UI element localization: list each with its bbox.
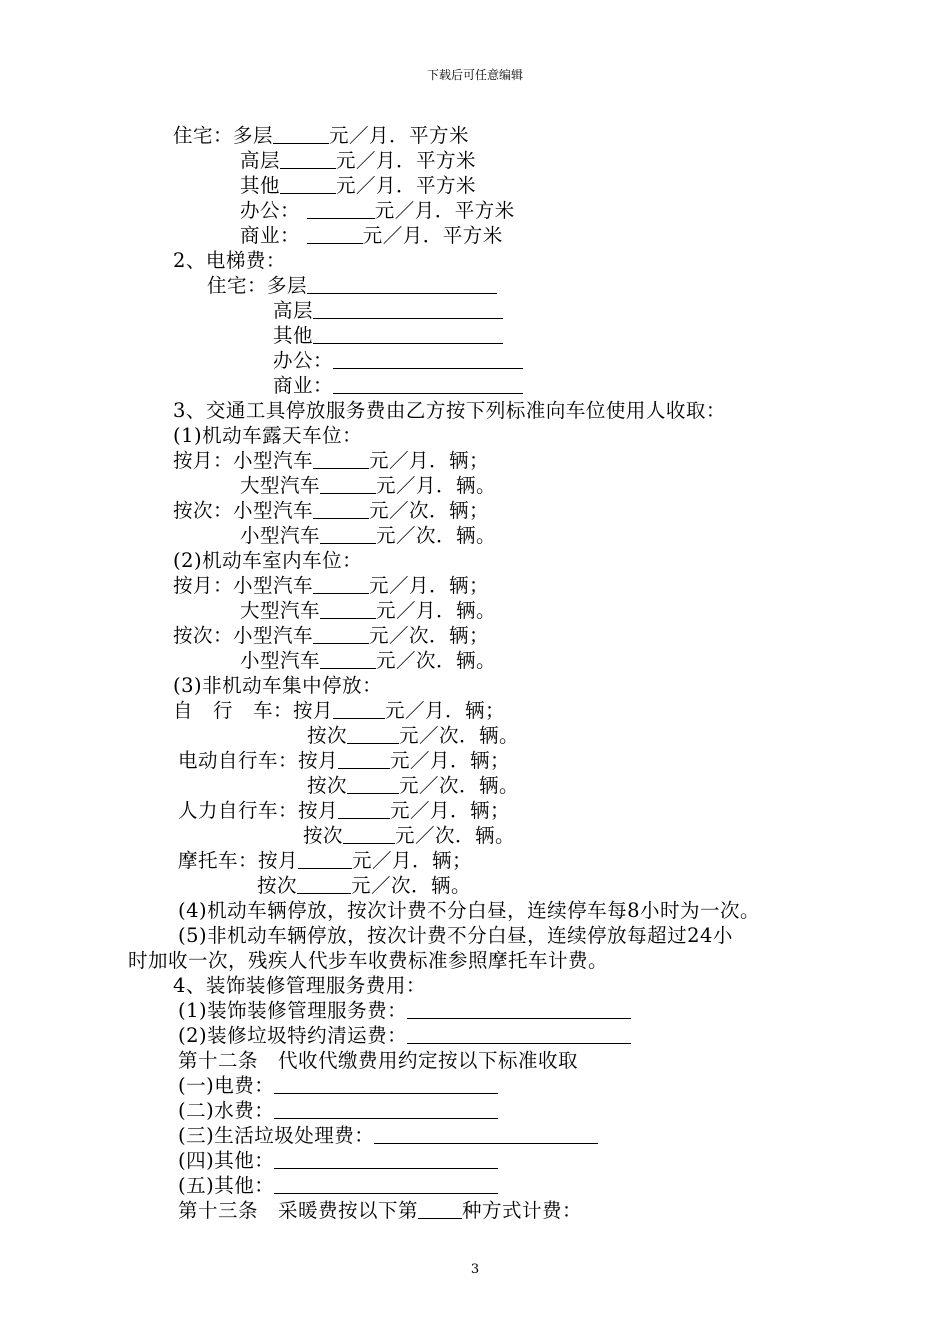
line-text: (四)其他： [178, 1149, 275, 1172]
text-line [273, 374, 523, 398]
line-text: (2)装修垃圾特约清运费： [178, 1024, 408, 1047]
fill-in-blank[interactable] [374, 1125, 598, 1144]
line-suffix: 元／月．平方米 [374, 199, 515, 222]
fill-in-blank[interactable] [274, 1100, 498, 1119]
line-text: 大型汽车 [240, 599, 321, 622]
text-line [178, 899, 760, 923]
fill-in-blank[interactable] [347, 775, 399, 794]
line-text: 高层 [240, 149, 281, 172]
page-number: 3 [470, 1262, 480, 1277]
fill-in-blank[interactable] [274, 1175, 498, 1194]
line-text: (1)机动车露天车位： [173, 424, 363, 447]
line-text: 2、电梯费： [173, 249, 286, 272]
line-text: 小型汽车 [240, 524, 321, 547]
line-suffix: 元／月．辆。 [376, 474, 497, 497]
fill-in-blank[interactable] [313, 450, 369, 469]
text-line [240, 174, 476, 198]
line-suffix: 元／月．平方米 [329, 124, 470, 147]
text-line [178, 1024, 631, 1048]
text-line [207, 274, 497, 298]
fill-in-blank[interactable] [280, 175, 336, 194]
fill-in-blank[interactable] [297, 875, 351, 894]
text-line [240, 199, 515, 223]
line-text: (五)其他： [178, 1174, 275, 1197]
line-text: 按次 [307, 724, 348, 747]
line-suffix: 元／月．辆； [385, 699, 506, 722]
text-line [178, 1049, 578, 1073]
line-text: 按次：小型汽车 [173, 499, 314, 522]
text-line [173, 124, 469, 148]
fill-in-blank[interactable] [280, 150, 336, 169]
line-suffix: 元／次．辆。 [351, 874, 472, 897]
text-line [173, 574, 489, 598]
text-line [128, 949, 608, 973]
line-suffix: 元／次．辆； [369, 499, 490, 522]
fill-in-blank[interactable] [320, 525, 376, 544]
line-text: (一)电费： [178, 1074, 275, 1097]
text-line [178, 999, 631, 1023]
line-suffix: 元／月．辆。 [376, 599, 497, 622]
text-line [178, 849, 472, 873]
line-suffix: 元／月．辆； [369, 574, 490, 597]
line-suffix: 元／月．平方米 [362, 224, 503, 247]
line-suffix: 元／次．辆。 [376, 649, 497, 672]
page-header: 下载后可任意编辑 [426, 68, 523, 82]
line-text: 按次 [303, 824, 344, 847]
fill-in-blank[interactable] [320, 600, 376, 619]
fill-in-blank[interactable] [307, 225, 363, 244]
line-text: 电动自行车：按月 [178, 749, 339, 772]
fill-in-blank[interactable] [313, 500, 369, 519]
fill-in-blank[interactable] [338, 750, 390, 769]
fill-in-blank[interactable] [320, 650, 376, 669]
text-line [173, 249, 286, 273]
text-line [307, 724, 519, 748]
text-line [178, 1174, 498, 1198]
fill-in-blank[interactable] [333, 350, 523, 369]
line-text: (二)水费： [178, 1099, 275, 1122]
line-text: 商业： [240, 224, 307, 247]
text-line [173, 974, 426, 998]
line-text: 自 行 车：按月 [173, 699, 334, 722]
line-text: 按次 [257, 874, 298, 897]
line-text: (4)机动车辆停放，按次计费不分白昼，连续停车每8小时为一次。 [178, 899, 761, 922]
text-line [240, 599, 496, 623]
text-line [173, 699, 505, 723]
fill-in-blank[interactable] [313, 325, 503, 344]
text-line [173, 499, 489, 523]
text-line [240, 649, 496, 673]
line-text: 商业： [273, 374, 334, 397]
line-text: (1)装饰装修管理服务费： [178, 999, 408, 1022]
line-suffix: 元／次．辆。 [399, 724, 520, 747]
line-suffix: 元／月．辆； [390, 749, 511, 772]
line-text: 按次：小型汽车 [173, 624, 314, 647]
fill-in-blank[interactable] [273, 125, 329, 144]
fill-in-blank[interactable] [274, 1150, 498, 1169]
text-line [178, 799, 510, 823]
fill-in-blank[interactable] [313, 300, 503, 319]
fill-in-blank[interactable] [407, 1000, 631, 1019]
fill-in-blank[interactable] [320, 475, 376, 494]
text-line [173, 674, 382, 698]
fill-in-blank[interactable] [407, 1025, 631, 1044]
line-text: 住宅：多层 [207, 274, 308, 297]
text-line [178, 1074, 498, 1098]
fill-in-blank[interactable] [307, 275, 497, 294]
text-line [178, 924, 733, 948]
line-text: 办公： [273, 349, 334, 372]
text-line [257, 874, 471, 898]
line-text: 按月：小型汽车 [173, 574, 314, 597]
fill-in-blank[interactable] [347, 725, 399, 744]
line-text: 第十二条 代收代缴费用约定按以下标准收取 [178, 1049, 579, 1072]
text-line [173, 424, 362, 448]
text-line [273, 349, 523, 373]
line-text: 4、装饰装修管理服务费用： [173, 974, 426, 997]
text-line [240, 524, 496, 548]
line-text: (三)生活垃圾处理费： [178, 1124, 375, 1147]
line-suffix: 元／月．辆； [352, 849, 473, 872]
line-text: 住宅：多层 [173, 124, 274, 147]
line-suffix: 元／次．辆。 [399, 774, 520, 797]
line-text: 按次 [307, 774, 348, 797]
fill-in-blank[interactable] [307, 200, 375, 219]
fill-in-blank[interactable] [274, 1075, 498, 1094]
line-text: 其他 [273, 324, 314, 347]
line-text: 大型汽车 [240, 474, 321, 497]
line-text: 时加收一次，残疾人代步车收费标准参照摩托车计费。 [128, 949, 609, 972]
text-line [273, 324, 503, 348]
text-line [240, 224, 503, 248]
line-suffix: 元／次．辆。 [376, 524, 497, 547]
line-text: 摩托车：按月 [178, 849, 299, 872]
text-line [307, 774, 519, 798]
text-line [178, 749, 510, 773]
text-line [173, 549, 362, 573]
line-text: (2)机动车室内车位： [173, 549, 363, 572]
text-line [240, 149, 476, 173]
fill-in-blank[interactable] [298, 850, 352, 869]
line-suffix: 元／月．平方米 [336, 174, 477, 197]
text-line [173, 399, 726, 423]
line-text: 小型汽车 [240, 649, 321, 672]
fill-in-blank[interactable] [343, 825, 395, 844]
fill-in-blank[interactable] [313, 625, 369, 644]
line-text: 按月：小型汽车 [173, 449, 314, 472]
line-text: 第十三条 采暖费按以下第 [178, 1199, 419, 1222]
text-line [240, 474, 496, 498]
line-text: 3、交通工具停放服务费由乙方按下列标准向车位使用人收取： [173, 399, 726, 422]
line-suffix: 元／次．辆。 [395, 824, 516, 847]
text-line [173, 449, 489, 473]
line-suffix: 元／次．辆； [369, 624, 490, 647]
text-line [178, 1099, 498, 1123]
text-line [273, 299, 503, 323]
text-line [173, 624, 489, 648]
line-suffix: 元／月．平方米 [336, 149, 477, 172]
fill-in-blank[interactable] [313, 575, 369, 594]
fill-in-blank[interactable] [333, 375, 523, 394]
text-line [303, 824, 515, 848]
line-text: 办公： [240, 199, 307, 222]
text-line [178, 1149, 498, 1173]
line-text: 其他 [240, 174, 281, 197]
fill-in-blank[interactable] [333, 700, 385, 719]
line-text: 高层 [273, 299, 314, 322]
fill-in-blank[interactable] [338, 800, 390, 819]
fill-in-blank[interactable] [418, 1200, 462, 1219]
line-suffix: 元／月．辆； [369, 449, 490, 472]
line-text: 人力自行车：按月 [178, 799, 339, 822]
line-text: (5)非机动车辆停放，按次计费不分白昼，连续停放每超过24小 [178, 924, 733, 947]
line-text: (3)非机动车集中停放： [173, 674, 383, 697]
line-suffix: 种方式计费： [462, 1199, 583, 1222]
text-line [178, 1124, 598, 1148]
text-line [178, 1199, 582, 1223]
line-suffix: 元／月．辆； [390, 799, 511, 822]
